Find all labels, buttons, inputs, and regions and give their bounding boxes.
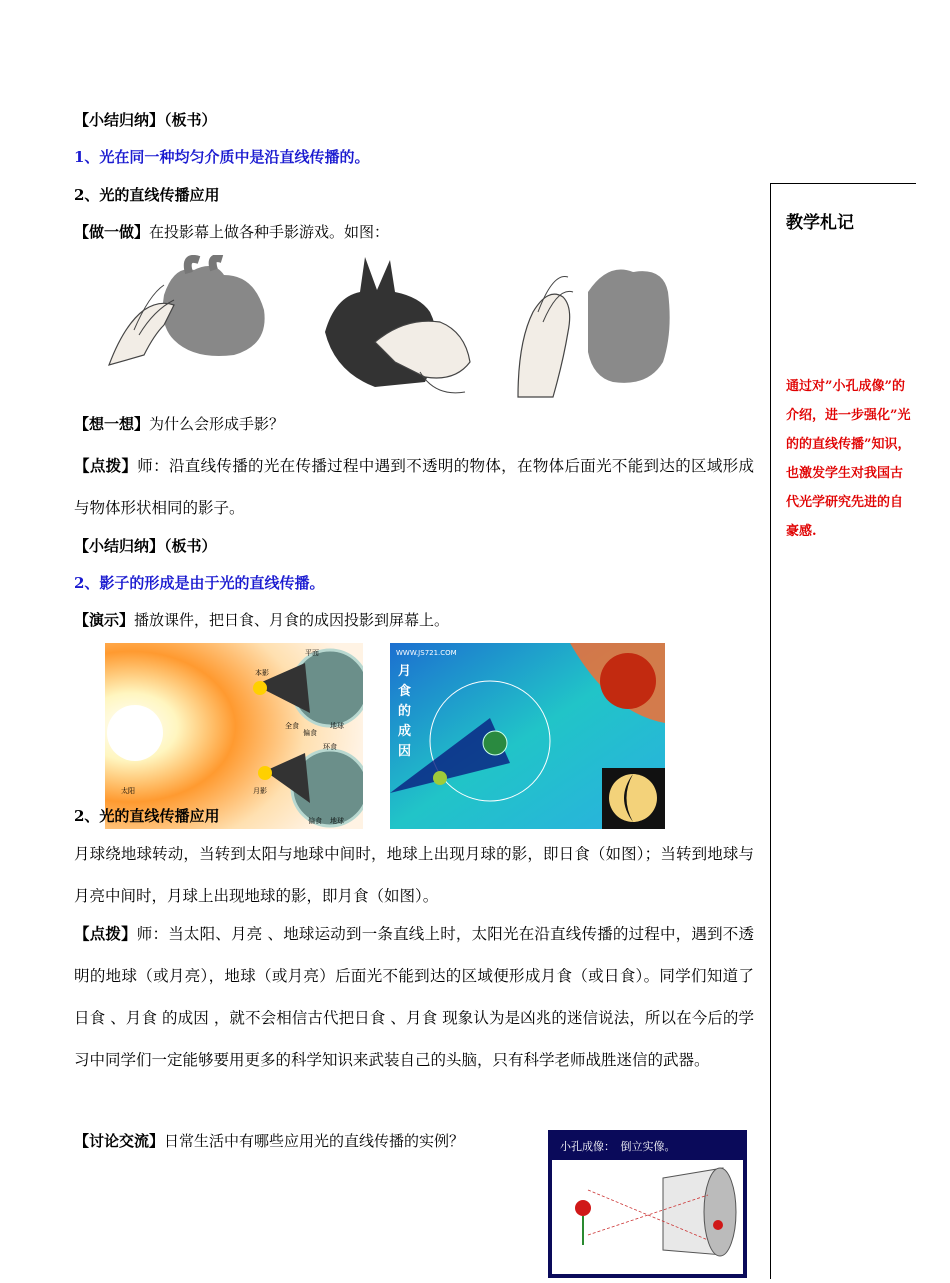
section-heading-1: 2、光的直线传播应用 [74, 186, 220, 204]
doit-label: 【做一做】 [74, 223, 150, 241]
pinhole-camera-diagram [548, 1130, 747, 1278]
blue-conclusion-1: 1、光在同一种均匀介质中是沿直线传播的。 [74, 148, 370, 166]
think-label: 【想一想】 [74, 415, 150, 433]
discuss-line [74, 1131, 464, 1151]
lunar-title-2: 食 [398, 684, 412, 699]
discuss-label: 【讨论交流】 [74, 1132, 165, 1150]
solar-label-partial: 偏食 [303, 729, 317, 737]
solar-label-earth: 地球 [330, 722, 344, 730]
summary-heading-2: 【小结归纳】（板书） [74, 537, 217, 555]
demo-label: 【演示】 [74, 611, 135, 629]
hand-shadow-dog-image [305, 252, 475, 397]
sidebar-title: 教学札记 [786, 213, 854, 233]
solar-label-total: 全食 [285, 722, 299, 730]
hand-shadow-rabbit-image [104, 255, 272, 373]
pinhole-back: Back [718, 1265, 740, 1274]
solar-label-top: 平面 [305, 649, 319, 657]
blue-conclusion-2: 2、影子的形成是由于光的直线传播。 [74, 574, 325, 592]
lunar-title-5: 因 [398, 744, 412, 759]
think-line [74, 414, 284, 434]
solar-label-annular: 环食 [323, 743, 337, 751]
pinhole-caption: 小孔成像： 倒立实像。 [560, 1140, 676, 1153]
think-text: 为什么会形成手影？ [149, 415, 285, 433]
doit-text: 在投影幕上做各种手影游戏。如图： [149, 223, 390, 241]
hint-paragraph-2 [74, 913, 754, 1081]
demo-line [74, 610, 449, 630]
hint1-label: 【点拨】 [74, 456, 138, 475]
discuss-text: 日常生活中有哪些应用光的直线传播的实例？ [164, 1132, 465, 1150]
lunar-title-1: 月 [398, 664, 412, 679]
doit-line [74, 222, 389, 242]
sidebar-note: 通过对”小孔成像”的介绍，进一步强化”光的的直线传播”知识，也激发学生对我国古代光学研究先进的自豪感. [786, 379, 911, 539]
lunar-title-4: 成 [398, 724, 412, 739]
solar-label-penumbra: 月影 [253, 787, 267, 795]
section-heading-2: 2、光的直线传播应用 [74, 807, 220, 825]
hand-shadow-bear-image [513, 252, 678, 400]
solar-label-sun: 太阳 [121, 787, 135, 795]
hint2-text: 师：当太阳、月亮 、地球运动到一条直线上时，太阳光在沿直线传播的过程中，遇到不透明的地球（或月亮），地球（或月亮）后面光不能到达的区域便形成月食（或日食）。同学们知道了日食 、月食 的成因 ，就不会相信古代把日食 、月食 现象认为是凶兆的迷信说法，所以在今后的学习中同学们一定能够要用更多的科学知识来武装自己的头脑，只有科学老师战胜迷信的武器。 [74, 925, 754, 1069]
hint2-label: 【点拨】 [74, 924, 137, 943]
hint1-text: 师：沿直线传播的光在传播过程中遇到不透明的物体，在物体后面光不能到达的区域形成与物体形状相同的影子。 [74, 457, 754, 517]
solar-eclipse-diagram [105, 643, 363, 829]
eclipse-paragraph: 月球绕地球转动，当转到太阳与地球中间时，地球上出现月球的影，即日食（如图）；当转到地球与月亮中间时，月球上出现地球的影，即月食（如图）。 [74, 845, 754, 905]
solar-label-earth2: 地球 [330, 817, 344, 825]
lunar-title-3: 的 [398, 704, 412, 719]
sidebar-notes-panel [770, 183, 916, 1279]
hint-paragraph-1 [74, 445, 754, 529]
solar-label-partial2: 偏食 [308, 817, 322, 825]
demo-text: 播放课件，把日食、月食的成因投影到屏幕上。 [134, 611, 450, 629]
solar-label-umbra: 本影 [255, 669, 269, 677]
lunar-eclipse-diagram [390, 643, 665, 829]
summary-heading-1: 【小结归纳】（板书） [74, 111, 217, 129]
lunar-url: WWW.JS721.COM [396, 649, 457, 657]
